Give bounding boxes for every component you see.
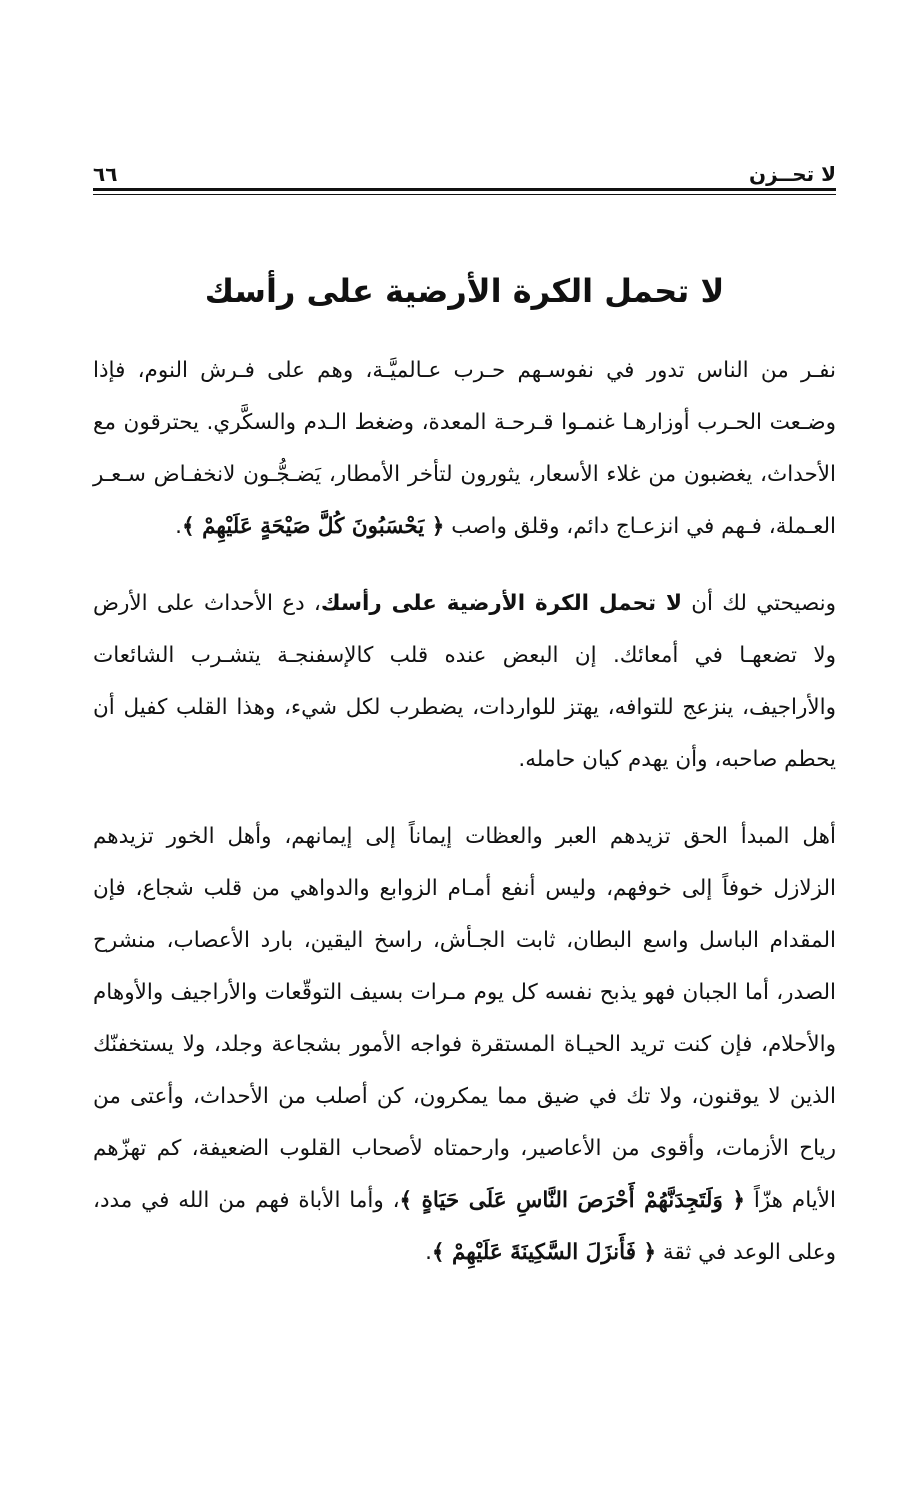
body-text (93, 345, 836, 1279)
paragraph-3-end: . (425, 1240, 432, 1265)
paragraph-2-text: ، دع الأحداث على الأرض ولا تضعهـا في أمعائك. إن البعض عنده قلب كالإسفنجـة يتشـرب الشائعات والأراجيف، ينزعج للتوافه، يهتز للواردات، يضطرب لكل شيء، وهذا القلب كفيل أن يحطم صاحبه، وأن يهدم كيان حامله. (93, 591, 836, 772)
paragraph-1-text: نفـر من الناس تدور في نفوسـهم حـرب عـالميَّـة، وهم على فـرش النوم، فإذا وضـعت الحـرب أوزارهـا غنمـوا قـرحـة المعدة، وضغط الـدم والسكَّري. يحترقون مع الأحداث، يغضبون من غلاء الأسعار، يثورون لتأخر الأمطار، يَضـجُّـون لانخفـاض سـعـر العـملة، فـهم في انزعـاج دائم، وقلق واصب (93, 358, 836, 539)
running-header (93, 150, 836, 191)
paragraph-3 (93, 811, 836, 1279)
paragraph-2 (93, 578, 836, 786)
emphasized-phrase: لا تحمل الكرة الأرضية على رأسك (320, 591, 683, 616)
paragraph-3-text: أهل المبدأ الحق تزيدهم العبر والعظات إيماناً إلى إيمانهم، وأهل الخور تزيدهم الزلازل خوفاً إلى خوفهم، وليس أنفع أمـام الزوابع والدواهي من قلب شجاع، فإن المقدام الباسل واسع البطان، ثابت الجـأش، راسخ اليقين، بارد الأعصاب، منشرح الصدر، أما الجبان فهو يذبح نفسه كل يوم مـرات بسيف التوقّعات والأراجيف والأوهام والأحلام، فإن كنت تريد الحيـاة المستقرة فواجه الأمور بشجاعة وجلد، ولا يستخفنّك الذين لا يوقنون، ولا تك في ضيق مما يمكرون، كن أصلب من الأحداث، وأعتى من رياح الأزمات، وأقوى من الأعاصير، وارحمتاه لأصحاب القلوب الضعيفة، كم تهزّهم الأيام هزّاً (93, 824, 836, 1213)
paragraph-3-middle: ، وأما الأباة فهم من الله في مدد، وعلى الوعد في ثقة (93, 1188, 836, 1265)
paragraph-2-lead: ونصيحتي لك أن (682, 591, 836, 616)
quran-verse: ﴿ فَأَنزَلَ السَّكِينَةَ عَلَيْهِمْ ﴾ (431, 1240, 657, 1265)
chapter-title: لا تحمل الكرة الأرضية على رأسك (204, 272, 725, 310)
quran-verse: ﴿ يَحْسَبُونَ كُلَّ صَيْحَةٍ عَلَيْهِمْ ﴾ (181, 514, 445, 539)
page-number: ٦٦ (93, 162, 118, 186)
book-title: لا تحــزن (749, 162, 836, 186)
paragraph-1 (93, 345, 836, 553)
paragraph-1-end: . (175, 514, 182, 539)
quran-verse: ﴿ وَلَتَجِدَنَّهُمْ أَحْرَصَ النَّاسِ عَلَى حَيَاةٍ ﴾ (399, 1188, 745, 1213)
